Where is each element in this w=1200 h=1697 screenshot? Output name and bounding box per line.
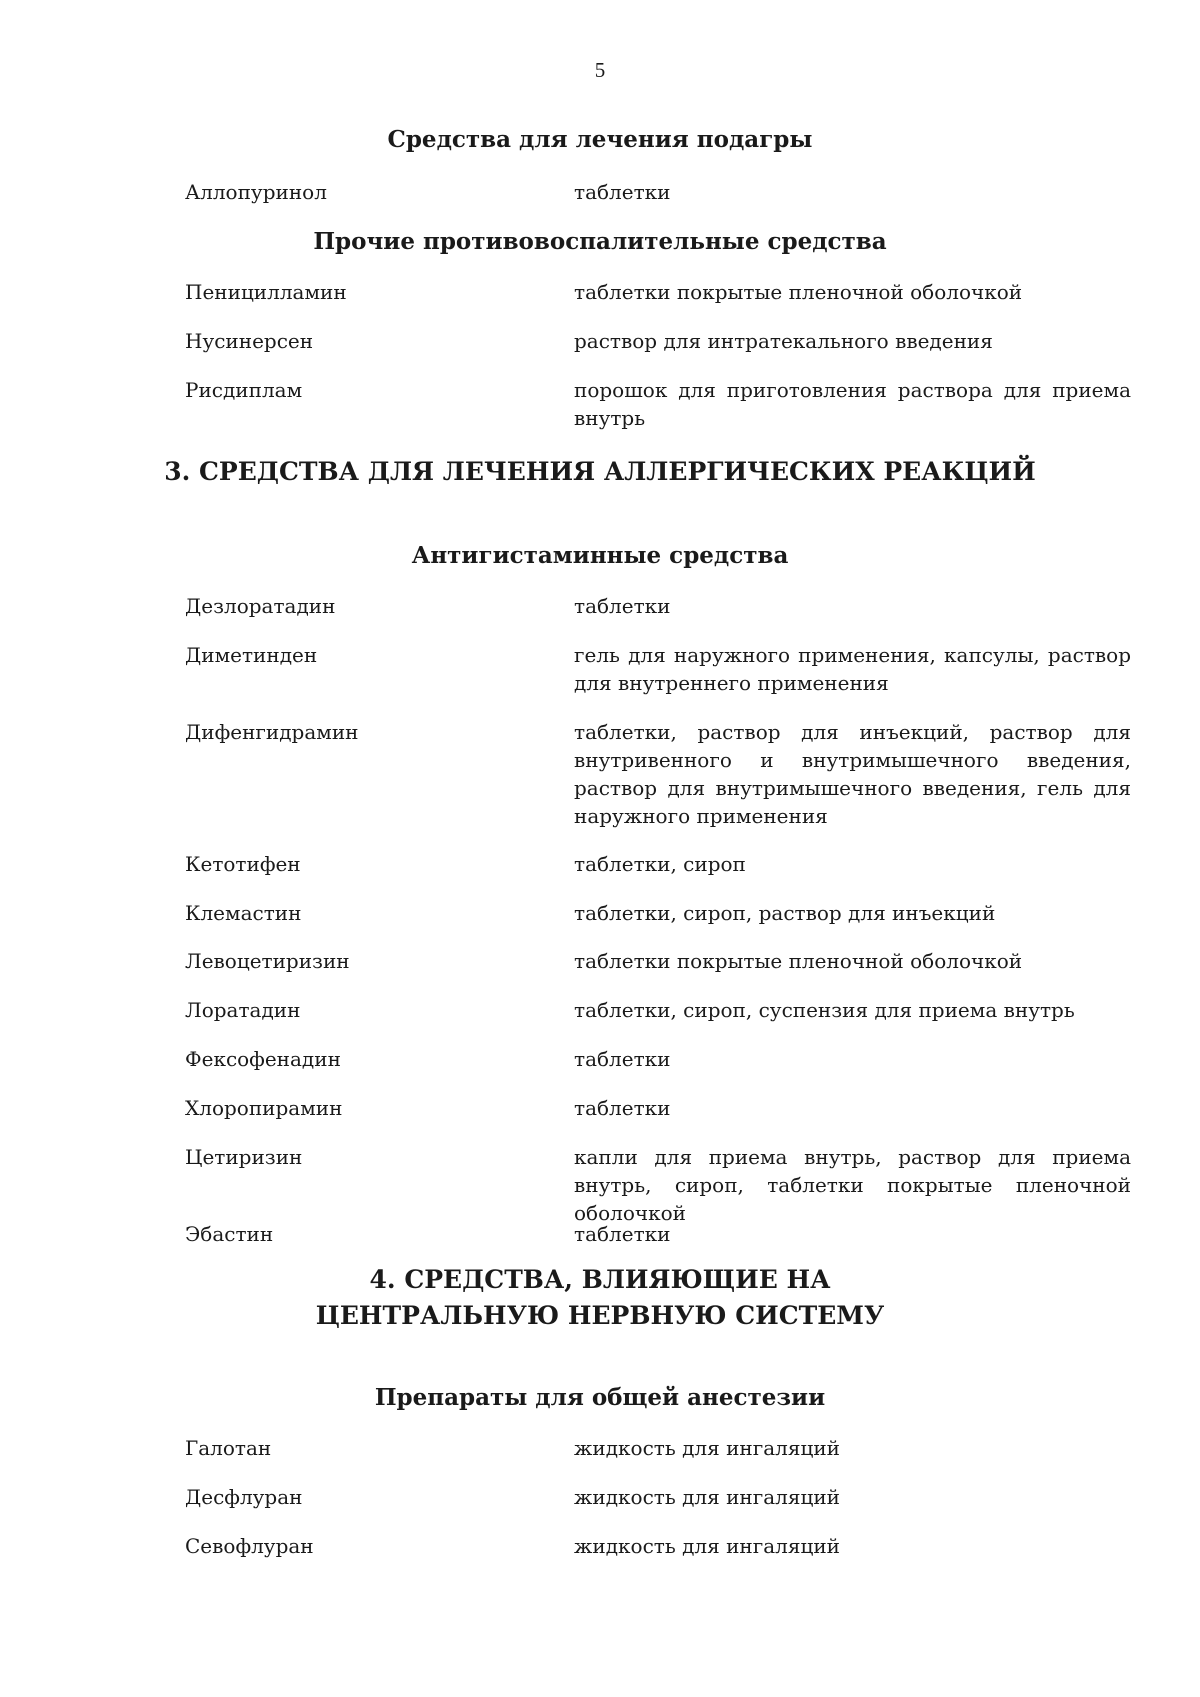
drug-forms: жидкость для ингаляций [574,1436,840,1460]
drug-forms: таблетки [574,1096,671,1120]
drug-forms: таблетки, сироп, суспензия для приема внутрь [574,998,1075,1022]
drug-name: Диметинден [185,643,318,667]
antihistamines-heading: Антигистаминные средства [411,542,789,569]
section-3-heading: 3. СРЕДСТВА ДЛЯ ЛЕЧЕНИЯ АЛЛЕРГИЧЕСКИХ РЕАКЦИЙ [164,457,1036,486]
section-4-heading-line2: ЦЕНТРАЛЬНУЮ НЕРВНУЮ СИСТЕМУ [315,1301,885,1330]
drug-forms: таблетки [574,1047,671,1071]
drug-name: Дезлоратадин [185,594,336,618]
drug-forms: жидкость для ингаляций [574,1485,840,1509]
drug-forms: таблетки [574,1222,671,1246]
drug-forms: таблетки, сироп, раствор для инъекций [574,901,996,925]
other-antiinflammatory-heading: Прочие противовоспалительные средства [313,228,887,255]
drug-forms: капли для приема внутрь, раствор для приема внутрь, сироп, таблетки покрытые пленочной оболочкой [574,1145,1131,1225]
drug-forms: таблетки покрытые пленочной оболочкой [574,949,1023,973]
section-4-heading [0,1262,1200,1334]
drug-name: Нусинерсен [185,329,314,353]
drug-forms: жидкость для ингаляций [574,1534,840,1558]
drug-name: Севофлуран [185,1534,314,1558]
drug-forms: таблетки, сироп [574,852,746,876]
drug-name: Эбастин [185,1222,274,1246]
drug-name: Кетотифен [185,852,301,876]
drug-forms: таблетки [574,180,671,204]
drug-forms: гель для наружного применения, капсулы, раствор для внутреннего применения [574,643,1131,695]
drug-forms: раствор для интратекального введения [574,329,993,353]
drug-name: Пеницилламин [185,280,347,304]
page-number: 5 [594,58,606,82]
drug-name: Лоратадин [185,998,301,1022]
drug-name: Галотан [185,1436,272,1460]
drug-name: Хлоропирамин [185,1096,343,1120]
drug-forms: таблетки покрытые пленочной оболочкой [574,280,1023,304]
drug-name: Клемастин [185,901,302,925]
anesthesia-heading: Препараты для общей анестезии [374,1384,826,1411]
drug-forms: таблетки, раствор для инъекций, раствор для внутривенного и внутримышечного введения, раствор для внутримышечного введения, гель для наружного применения [574,720,1131,828]
drug-forms: порошок для приготовления раствора для приема внутрь [574,378,1131,430]
drug-name: Дифенгидрамин [185,720,359,744]
drug-name: Аллопуринол [185,180,327,204]
gout-heading: Средства для лечения подагры [387,126,813,153]
drug-name: Рисдиплам [185,378,303,402]
drug-name: Левоцетиризин [185,949,350,973]
drug-name: Десфлуран [185,1485,303,1509]
drug-name: Цетиризин [185,1145,303,1169]
drug-name: Фексофенадин [185,1047,341,1071]
section-4-heading-line1: 4. СРЕДСТВА, ВЛИЯЮЩИЕ НА [369,1265,831,1294]
drug-forms: таблетки [574,594,671,618]
